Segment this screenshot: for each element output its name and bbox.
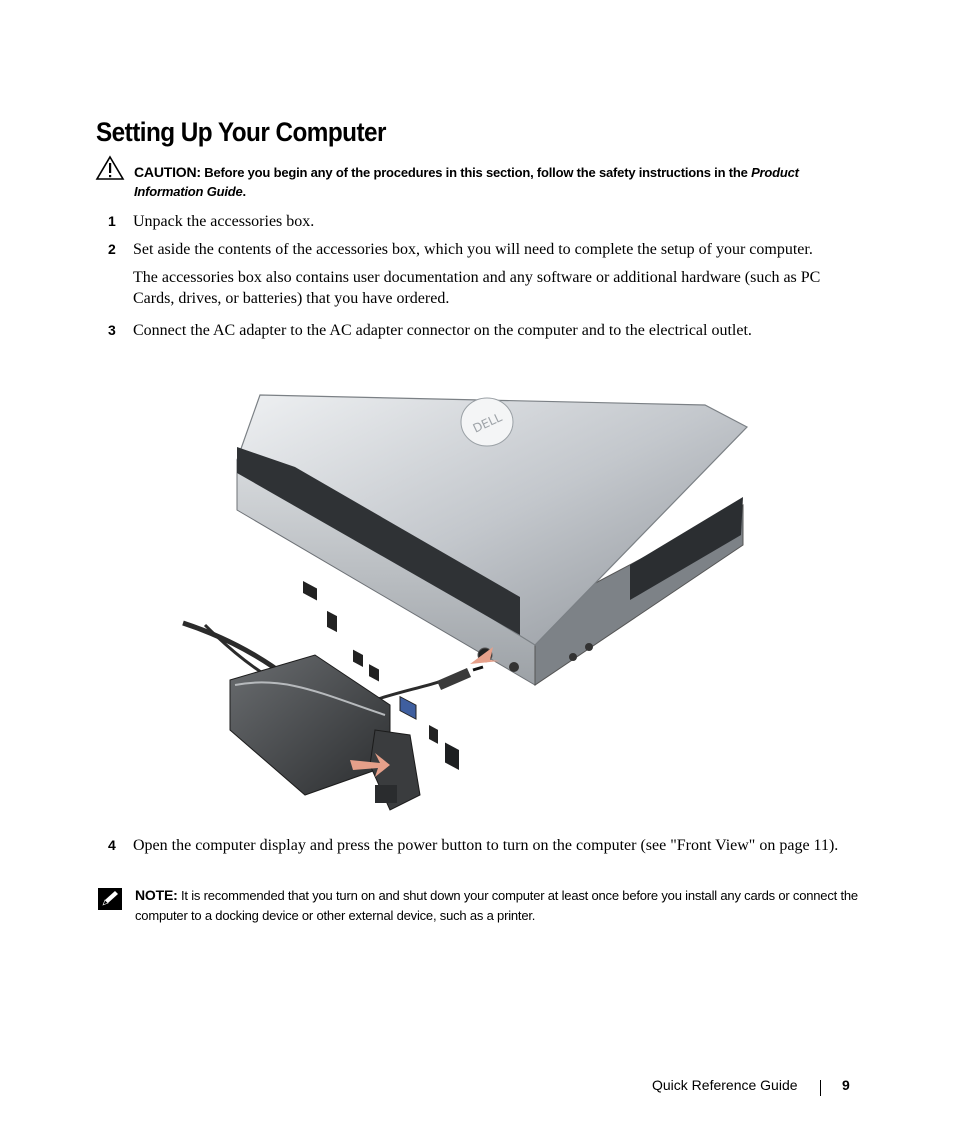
step-2-followup: The accessories box also contains user documentation and any software or additional hardware (such as PC Cards, drives, or batteries) that you have ordered. (133, 269, 821, 307)
page-title: Setting Up Your Computer (96, 117, 386, 147)
step-3 (108, 320, 868, 341)
modem-port-icon (327, 611, 337, 632)
footer-divider (820, 1080, 821, 1096)
network-port-icon (303, 581, 317, 600)
caution-body: Before you begin any of the procedures in this section, follow the safety instructions in the (204, 165, 748, 180)
usb-port-icon (353, 650, 363, 667)
caution-text (134, 155, 855, 201)
caution-block (95, 155, 855, 201)
step-number: 2 (108, 241, 116, 257)
vga-port-icon (400, 697, 416, 720)
caution-emphasis: Product Information Guide (134, 165, 799, 199)
caution-triangle-icon (95, 155, 125, 181)
note-text (135, 885, 868, 926)
step-number: 3 (108, 322, 116, 338)
step-number: 4 (108, 837, 116, 853)
audio-port-icon (429, 725, 438, 744)
laptop-ac-adapter-illustration (175, 385, 755, 825)
step-text: Open the computer display and press the power button to turn on the computer (see "Front View" on page 11). (133, 837, 839, 854)
dell-logo-text: DELL (470, 410, 505, 436)
note-pencil-icon (98, 888, 122, 910)
step-text: Set aside the contents of the accessories box, which you will need to complete the setup of your computer. (133, 241, 813, 258)
caution-end: . (242, 184, 246, 199)
step-1 (108, 211, 868, 232)
ac-adapter-icon (230, 655, 390, 795)
step-2 (108, 239, 868, 260)
note-label: NOTE: (135, 887, 178, 903)
usb-port-icon (369, 664, 379, 681)
step-text: Unpack the accessories box. (133, 213, 315, 230)
step-number: 1 (108, 213, 116, 229)
step-4 (108, 835, 868, 856)
caution-label: CAUTION: (134, 164, 201, 180)
footer-title: Quick Reference Guide (652, 1077, 798, 1093)
note-body: It is recommended that you turn on and shut down your computer at least once before you install any cards or connect the computer to a docking device or other external device, such as a printer. (135, 888, 858, 923)
step-text: Connect the AC adapter to the AC adapter connector on the computer and to the electrical outlet. (133, 322, 752, 339)
page-number: 9 (842, 1077, 850, 1093)
note-block (98, 885, 868, 926)
